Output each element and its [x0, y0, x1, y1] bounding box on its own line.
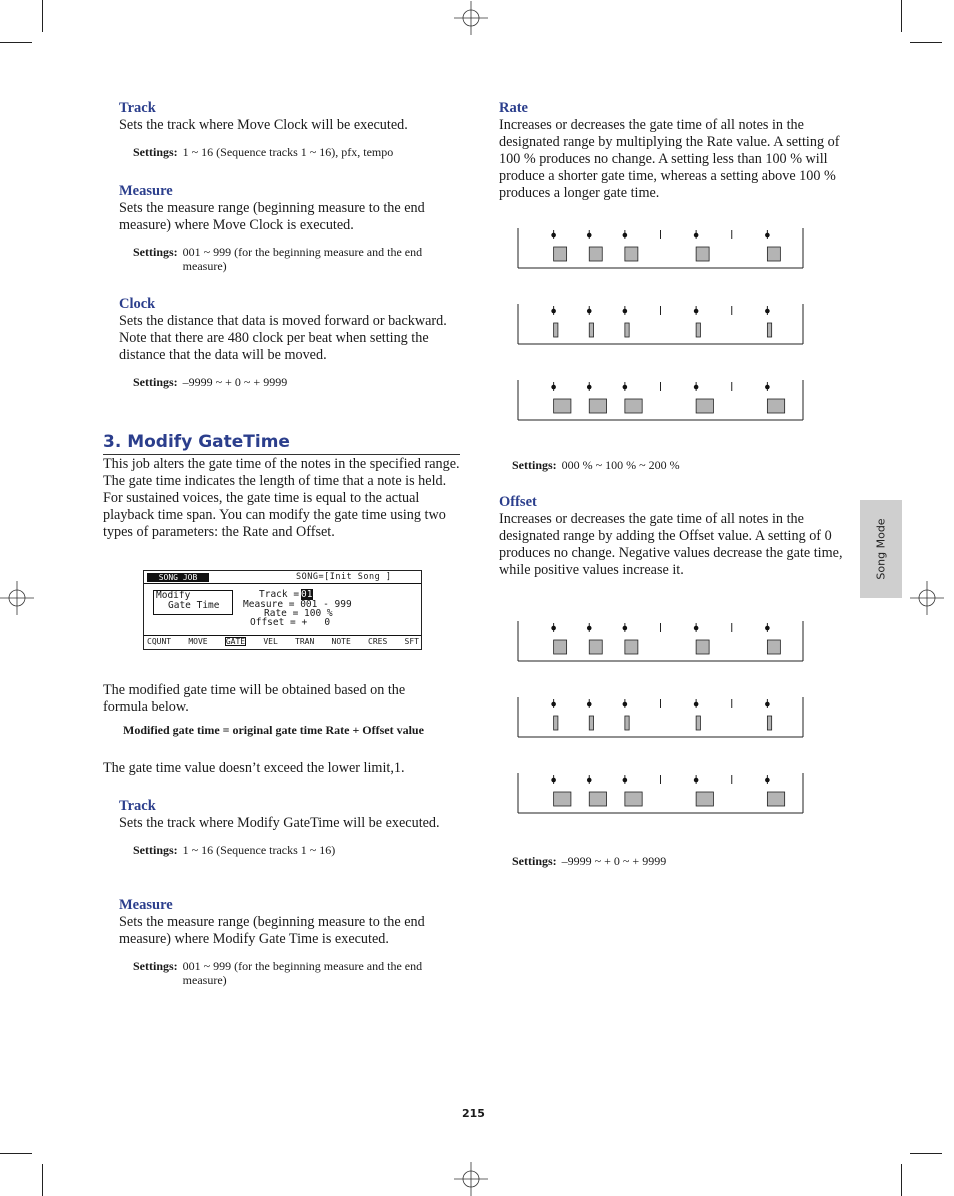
page-number: 215	[462, 1107, 485, 1120]
section-body: Increases or decreases the gate time of all notes in the designated range by multiplying the Rate value. A setting of 100 % produces no change. A setting less than 100 % will produce a shorter gate time, whereas a setting above 100 % produces a longer gate time.	[499, 117, 840, 201]
gate-time-bar	[589, 247, 602, 261]
lcd-menu-item[interactable]: CRES	[368, 637, 388, 646]
gate-time-bar	[589, 792, 606, 806]
section-heading: Measure	[119, 183, 173, 199]
crop-mark	[910, 42, 942, 43]
gate-time-bar	[589, 399, 606, 413]
move-clock-clock-section	[119, 296, 449, 389]
gate-time-bar	[696, 640, 709, 654]
note-on-marker	[623, 233, 628, 238]
gate-time-bar	[625, 399, 642, 413]
rate-diagram	[510, 222, 810, 422]
crop-mark	[42, 1164, 43, 1196]
section-heading: Clock	[119, 296, 156, 312]
note-on-marker	[587, 702, 592, 707]
lcd-param-offset: Offset = + 0	[250, 617, 331, 628]
gate-time-bar	[589, 716, 593, 730]
section-body: Sets the measure range (beginning measure to the end measure) where Move Clock is executed.	[119, 200, 425, 233]
settings-line	[133, 843, 449, 857]
section-body: Sets the distance that data is moved forward or backward. Note that there are 480 clock per beat when setting the distance that the data will be moved.	[119, 313, 447, 363]
gate-time-bar	[625, 792, 642, 806]
note-on-marker	[551, 626, 556, 631]
gate-time-bar	[696, 792, 713, 806]
lcd-divider	[144, 583, 421, 584]
settings-label: Settings:	[133, 245, 178, 259]
note-on-marker	[587, 233, 592, 238]
note-on-marker	[765, 626, 770, 631]
settings-line	[133, 375, 449, 389]
lcd-menu-item[interactable]: TRAN	[295, 637, 315, 646]
note-on-marker	[551, 778, 556, 783]
gate-time-bar	[625, 716, 629, 730]
settings-value: 001 ~ 999 (for the beginning measure and the end measure)	[182, 245, 423, 273]
chapter-tab	[860, 500, 902, 598]
lcd-menu-item[interactable]: CQUNT	[147, 637, 172, 646]
settings-line	[133, 245, 443, 273]
note-on-marker	[765, 778, 770, 783]
lcd-screen	[143, 570, 422, 650]
gate-time-bar	[589, 323, 593, 337]
section-heading: Offset	[499, 494, 537, 510]
note-on-marker	[694, 233, 699, 238]
settings-label: Settings:	[133, 843, 178, 857]
note-on-marker	[694, 385, 699, 390]
lcd-menu-item[interactable]: NOTE	[331, 637, 351, 646]
gate-time-bar	[554, 399, 571, 413]
lcd-job-line: Modify	[156, 590, 191, 601]
note-on-marker	[623, 385, 628, 390]
note-on-marker	[765, 702, 770, 707]
gate-time-bar	[554, 640, 567, 654]
note-on-marker	[765, 233, 770, 238]
gate-time-bar	[554, 323, 558, 337]
registration-mark-icon	[454, 1, 488, 35]
note-on-marker	[587, 309, 592, 314]
settings-line	[512, 854, 666, 868]
settings-value: 1 ~ 16 (Sequence tracks 1 ~ 16), pfx, tempo	[182, 145, 394, 159]
lcd-job-line: Gate Time	[168, 600, 220, 611]
settings-value: 000 % ~ 100 % ~ 200 %	[561, 458, 680, 472]
lcd-param-rate: Rate = 100 %	[264, 608, 333, 619]
registration-mark-icon	[910, 581, 944, 615]
section-body: Sets the track where Move Clock will be executed.	[119, 117, 408, 133]
gate-time-bar	[767, 247, 780, 261]
settings-label: Settings:	[512, 854, 557, 868]
crop-mark	[42, 0, 43, 32]
gate-time-bar	[625, 640, 638, 654]
note-on-marker	[623, 702, 628, 707]
settings-line	[133, 959, 443, 987]
gate-time-bar	[554, 716, 558, 730]
gate-time-bar	[767, 399, 784, 413]
section-heading: Track	[119, 100, 156, 116]
lcd-menu-item[interactable]: VEL	[263, 637, 278, 646]
gate-time-bar	[696, 716, 700, 730]
gate-time-bar	[554, 792, 571, 806]
section-heading: Measure	[119, 897, 173, 913]
gate-time-bar	[767, 792, 784, 806]
lcd-song-name: SONG=[Init Song ]	[296, 572, 392, 582]
note-on-marker	[587, 385, 592, 390]
offset-diagram	[510, 615, 810, 815]
gate-time-bar	[696, 323, 700, 337]
note-on-marker	[551, 385, 556, 390]
settings-value: –9999 ~ + 0 ~ + 9999	[561, 854, 667, 868]
lcd-menu	[147, 637, 419, 646]
note-on-marker	[623, 626, 628, 631]
section-body: Increases or decreases the gate time of all notes in the designated range by adding the Offset value. A setting of 0 produces no change. Negative values decrease the gate time, while positive values increase it.	[499, 511, 843, 578]
gatetime-measure-section	[119, 897, 459, 987]
crop-mark	[0, 1153, 32, 1154]
lcd-divider	[144, 635, 421, 636]
note-on-marker	[551, 233, 556, 238]
gate-time-bar	[767, 716, 771, 730]
crop-mark	[0, 42, 32, 43]
settings-value: 001 ~ 999 (for the beginning measure and the end measure)	[182, 959, 423, 987]
gate-time-bar	[696, 247, 709, 261]
offset-section	[499, 494, 844, 579]
formula-intro: The modified gate time will be obtained based on the formula below.	[103, 682, 406, 715]
settings-line	[512, 458, 680, 472]
lcd-job-box	[153, 590, 233, 615]
note-on-marker	[587, 778, 592, 783]
settings-value: –9999 ~ + 0 ~ + 9999	[182, 375, 288, 389]
lcd-tab: SONG JOB	[147, 573, 209, 582]
rate-section	[499, 100, 844, 202]
note-on-marker	[694, 309, 699, 314]
gate-time-bar	[625, 247, 638, 261]
note-on-marker	[587, 626, 592, 631]
note-on-marker	[765, 385, 770, 390]
lcd-menu-item[interactable]: SFT	[404, 637, 419, 646]
gatetime-track-section	[119, 798, 449, 857]
lcd-param-label: Track =	[259, 589, 300, 600]
gate-time-bar	[625, 323, 629, 337]
lcd-menu-item[interactable]: MOVE	[188, 637, 208, 646]
lcd-menu-item[interactable]: GATE	[225, 637, 246, 646]
section-body: Sets the track where Modify GateTime will be executed.	[119, 815, 440, 831]
settings-label: Settings:	[133, 145, 178, 159]
settings-label: Settings:	[133, 959, 178, 973]
section-body: Sets the measure range (beginning measure to the end measure) where Modify Gate Time is executed.	[119, 914, 425, 947]
section-heading: Track	[119, 798, 156, 814]
lcd-param-measure: Measure = 001 - 999	[243, 599, 352, 610]
note-on-marker	[551, 702, 556, 707]
move-clock-measure-section	[119, 183, 449, 273]
chapter-tab-label: Song Mode	[874, 518, 888, 580]
settings-label: Settings:	[512, 458, 557, 472]
section-title-block	[103, 432, 460, 455]
modify-gatetime-intro: This job alters the gate time of the notes in the specified range. The gate time indicates the length of time that a note is held. For sustained voices, the gate time is equal to the actual playback time span. You can modify the gate time using two types of parameters: the Rate and Offset.	[103, 456, 460, 540]
settings-value: 1 ~ 16 (Sequence tracks 1 ~ 16)	[182, 843, 336, 857]
note-on-marker	[694, 626, 699, 631]
lcd-cursor[interactable]: 01	[301, 589, 313, 600]
registration-mark-icon	[454, 1162, 488, 1196]
section-heading: Rate	[499, 100, 528, 116]
note-on-marker	[694, 702, 699, 707]
crop-mark	[901, 1164, 902, 1196]
lower-limit-note: The gate time value doesn’t exceed the lower limit,1.	[103, 760, 405, 776]
settings-label: Settings:	[133, 375, 178, 389]
gate-time-bar	[696, 399, 713, 413]
gate-time-bar	[589, 640, 602, 654]
formula: Modified gate time = original gate time Rate + Offset value	[123, 723, 424, 737]
move-clock-track-section	[119, 100, 459, 159]
settings-line	[133, 145, 459, 159]
crop-mark	[901, 0, 902, 32]
crop-mark	[910, 1153, 942, 1154]
gate-time-bar	[767, 323, 771, 337]
note-on-marker	[623, 778, 628, 783]
note-on-marker	[623, 309, 628, 314]
gate-time-bar	[767, 640, 780, 654]
registration-mark-icon	[0, 581, 34, 615]
gate-time-bar	[554, 247, 567, 261]
note-on-marker	[551, 309, 556, 314]
note-on-marker	[694, 778, 699, 783]
section-title: 3. Modify GateTime	[103, 432, 290, 452]
note-on-marker	[765, 309, 770, 314]
